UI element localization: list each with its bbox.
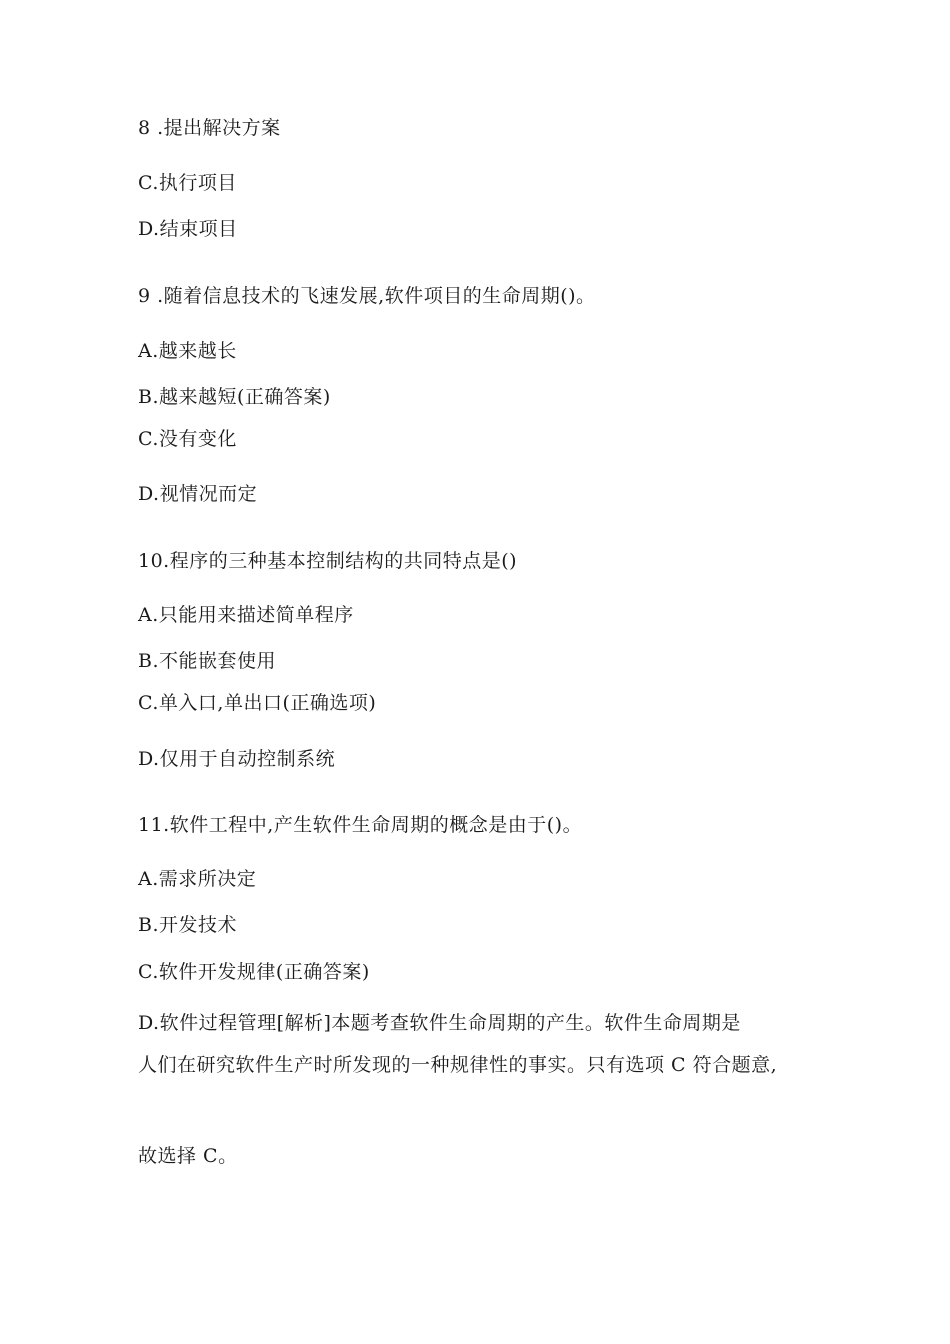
question-9-option-a: A.越来越长 <box>138 340 237 362</box>
explanation-line: 人们在研究软件生产时所发现的一种规律性的事实。只有选项 C 符合题意, <box>138 1054 778 1076</box>
question-11-stem: 11.软件工程中,产生软件生命周期的概念是由于()。 <box>138 814 583 836</box>
question-10-option-a: A.只能用来描述简单程序 <box>138 604 354 626</box>
question-8-option-d: D.结束项目 <box>138 218 238 240</box>
question-9-stem: 9 .随着信息技术的飞速发展,软件项目的生命周期()。 <box>138 285 596 307</box>
explanation-conclusion: 故选择 C。 <box>138 1145 238 1167</box>
question-11-option-c: C.软件开发规律(正确答案) <box>138 961 370 983</box>
question-11-option-a: A.需求所决定 <box>138 868 257 890</box>
question-10-option-c: C.单入口,单出口(正确选项) <box>138 692 377 714</box>
question-8-option-c: C.执行项目 <box>138 172 237 194</box>
question-9-option-c: C.没有变化 <box>138 428 237 450</box>
question-9-option-b: B.越来越短(正确答案) <box>138 386 331 408</box>
question-10-option-b: B.不能嵌套使用 <box>138 650 277 672</box>
question-10-stem: 10.程序的三种基本控制结构的共同特点是() <box>138 550 518 572</box>
question-9-option-d: D.视情况而定 <box>138 483 258 505</box>
question-11-option-b: B.开发技术 <box>138 914 238 936</box>
question-10-option-d: D.仅用于自动控制系统 <box>138 748 336 770</box>
question-8-option: 8 .提出解决方案 <box>138 117 281 139</box>
question-11-option-d: D.软件过程管理[解析]本题考查软件生命周期的产生。软件生命周期是 <box>138 1012 741 1034</box>
